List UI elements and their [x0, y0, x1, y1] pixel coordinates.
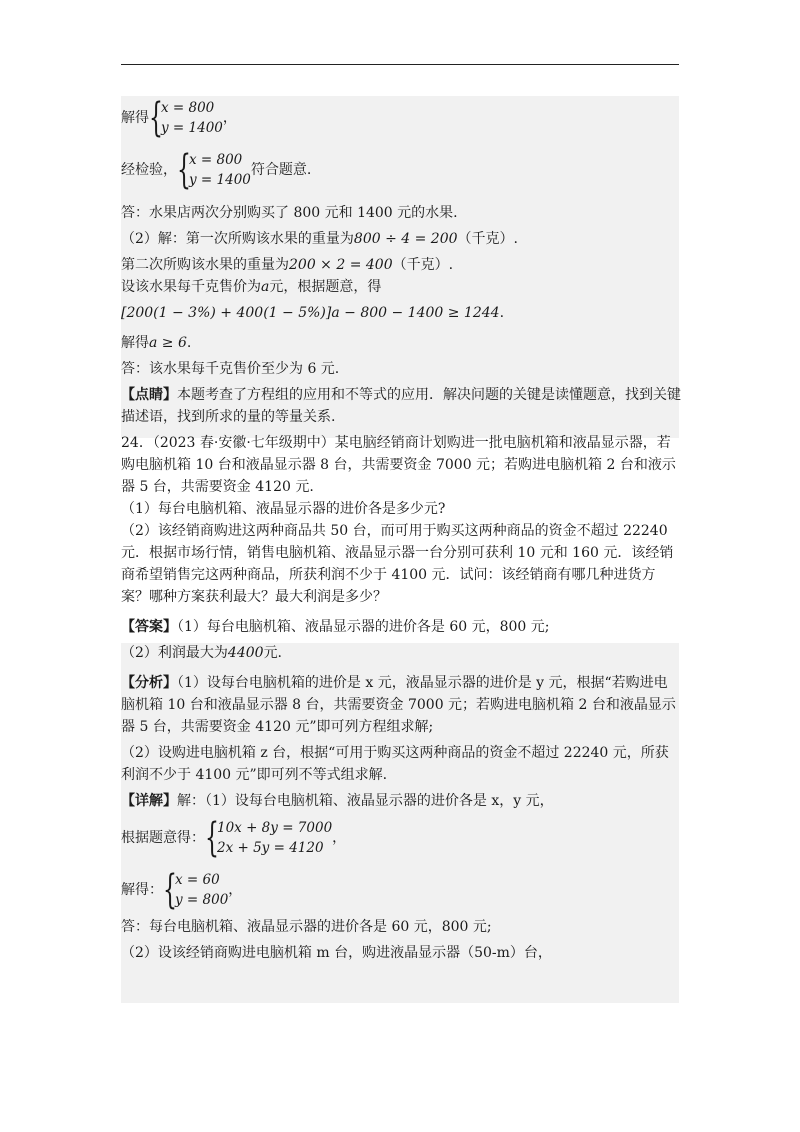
- equation: x = 800: [189, 152, 243, 168]
- answer-block-2: （2）利润最大为4400元.: [121, 645, 283, 661]
- equation: x = 60: [175, 872, 220, 888]
- question-24: 24．（2023 春·安徽·七年级期中）某电脑经销商计划购进一批电脑机箱和液晶显示器，若购电脑机箱 10 台和液晶显示器 8 台，共需要资金 7000 元；若购进电脑机箱 2 台和液示器 5 台，共需要资金 4120 元.: [121, 435, 676, 495]
- equation-system: { x = 800 y = 1400: [149, 95, 223, 141]
- part2-line-3: 设该水果每千克售价为a元，根据题意，得: [121, 279, 382, 295]
- solve-label: 解得: [121, 110, 149, 126]
- equation: y = 1400: [161, 120, 223, 136]
- inequality-line: [200(1 − 3%) + 400(1 − 5%)]a − 800 − 1400 ≥ 1244.: [121, 305, 505, 321]
- detail-system-line: 根据题意得： { 10x + 8y = 7000 2x + 5y = 4120 ，: [121, 815, 347, 861]
- equation-system: { x = 800 y = 1400: [177, 147, 251, 193]
- header-rule: [121, 64, 679, 65]
- detail-solve-line: 解得： { x = 60 y = 800 ，: [121, 867, 243, 913]
- equation-system: { x = 60 y = 800: [163, 867, 229, 913]
- equation: x = 800: [161, 100, 215, 116]
- equation: 10x + 8y = 7000: [217, 820, 333, 836]
- equation: 2x + 5y = 4120: [217, 840, 324, 856]
- solve-inequality-line: 解得a ≥ 6.: [121, 335, 192, 351]
- detail-answer-line: 答：每台电脑机箱、液晶显示器的进价各是 60 元，800 元;: [121, 919, 492, 935]
- detail-block: 【详解】解：（1）设每台电脑机箱、液晶显示器的进价各是 x，y 元，: [121, 793, 554, 809]
- answer-line-2: 答：该水果每千克售价至少为 6 元.: [121, 361, 340, 377]
- question-24-part-2: （2）该经销商购进这两种商品共 50 台，而可用于购买这两种商品的资金不超过 22240 元．根据市场行情，销售电脑机箱、液晶显示器一台分别可获利 10 元和 160 元．该经销商希望销售完这两种商品，所获利润不少于 4100 元．试问：该经销商有哪几种进货方案？哪种方案获利最大？最大利润是多少？: [121, 523, 674, 605]
- equation-system: { 10x + 8y = 7000 2x + 5y = 4120: [205, 815, 333, 861]
- part2-line-2: 第二次所购该水果的重量为200 × 2 = 400（千克）.: [121, 257, 454, 273]
- equation: y = 800: [175, 892, 229, 908]
- analysis-block-2: （2）设购进电脑机箱 z 台，根据“可用于购买这两种商品的资金不超过 22240 元，所获利润不少于 4100 元”即可列不等式组求解.: [121, 745, 669, 783]
- solve-line-1: 解得 { x = 800 y = 1400 ，: [121, 95, 237, 141]
- equation: y = 1400: [189, 172, 251, 188]
- analysis-block: 【分析】（1）设每台电脑机箱的进价是 x 元，液晶显示器的进价是 y 元，根据“若购进电脑机箱 10 台和液晶显示器 8 台，共需要资金 7000 元；若购进电脑机箱 2 台和液晶显示器 5 台，共需要资金 4120 元”即可列方程组求解;: [121, 675, 676, 735]
- answer-block: 【答案】（1）每台电脑机箱、液晶显示器的进价各是 60 元，800 元;: [121, 619, 550, 635]
- question-24-part-1: （1）每台电脑机箱、液晶显示器的进价各是多少元?: [121, 501, 446, 517]
- detail-part2-line: （2）设该经销商购进电脑机箱 m 台，购进液晶显示器（50-m）台，: [121, 945, 552, 961]
- comment-block: 【点睛】本题考查了方程组的应用和不等式的应用．解决问题的关键是读懂题意，找到关键描述语，找到所求的量的等量关系.: [121, 387, 681, 425]
- answer-line: 答：水果店两次分别购买了 800 元和 1400 元的水果.: [121, 205, 458, 221]
- document-page: [121, 96, 681, 964]
- part2-line-1: （2）解：第一次所购该水果的重量为800 ÷ 4 = 200（千克）.: [121, 231, 518, 247]
- check-line: 经检验， { x = 800 y = 1400 符合题意.: [121, 147, 312, 193]
